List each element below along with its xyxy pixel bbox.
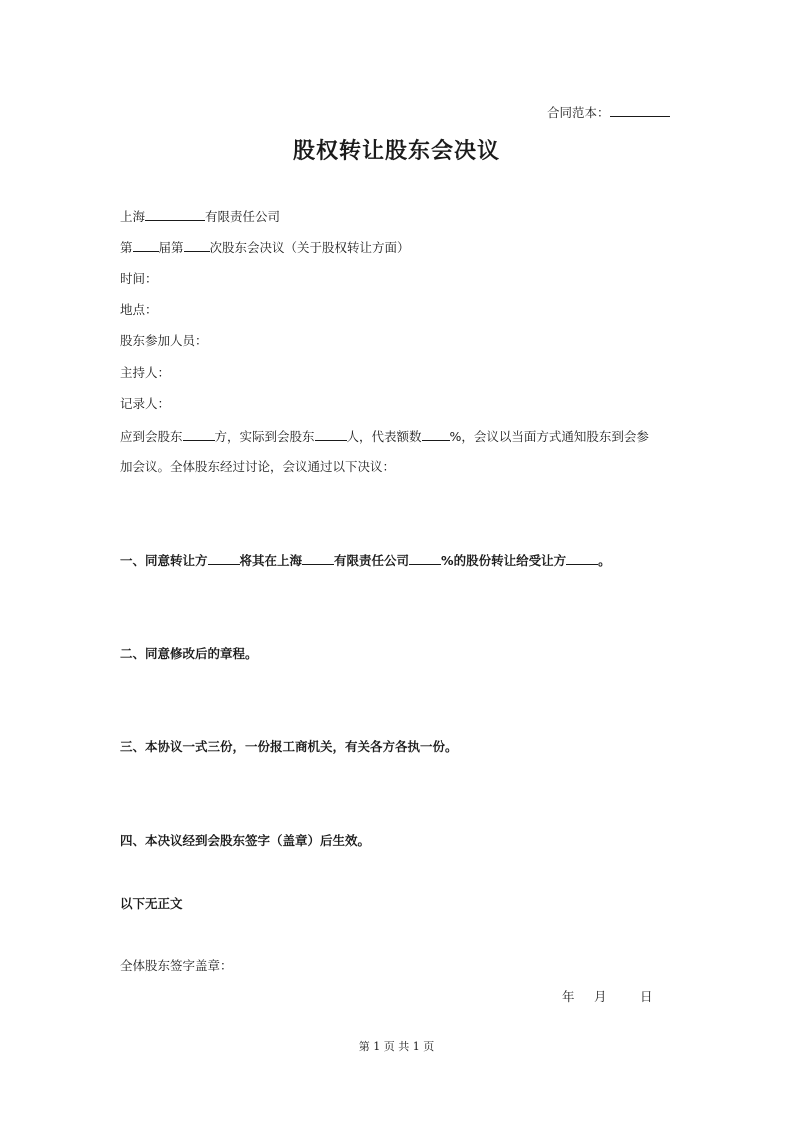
resolution-3: 三、本协议一式三份，一份报工商机关，有关各方各执一份。 [120, 739, 458, 754]
transferor-blank [208, 552, 240, 565]
company-name-blank [145, 208, 205, 221]
resolution-1-text-e: 。 [598, 553, 611, 568]
session-text-2: 届第 [158, 240, 184, 255]
company-suffix: 有限责任公司 [205, 209, 281, 224]
resolution-1-text-d: %的股份转让给受让方 [441, 553, 567, 568]
attendance-text-1: 应到会股东 [120, 429, 183, 444]
signature-day: 日 [640, 989, 653, 1004]
session-text-1: 第 [120, 240, 133, 255]
attendance-line-1 [120, 428, 649, 445]
time-label: 时间： [120, 271, 158, 286]
target-company-blank [302, 552, 334, 565]
resolution-2: 二、同意修改后的章程。 [120, 646, 258, 661]
company-prefix: 上海 [120, 209, 146, 224]
contract-sample-label [547, 104, 670, 121]
signature-month: 月 [594, 989, 607, 1004]
session-line [120, 239, 410, 256]
meeting-number-blank [184, 239, 210, 252]
contract-number-blank [610, 104, 670, 117]
session-text-3: 次股东会决议（关于股权转让方面） [209, 240, 410, 255]
page-footer: 第 1 页 共 1 页 [358, 1040, 435, 1053]
actual-shareholders-blank [315, 428, 347, 441]
resolution-1-text-b: 将其在上海 [239, 553, 303, 568]
attendance-text-2: 方，实际到会股东 [214, 429, 315, 444]
resolution-4: 四、本决议经到会股东签字（盖章）后生效。 [120, 833, 371, 848]
signature-label: 全体股东签字盖章： [120, 958, 233, 973]
session-number-blank [133, 239, 159, 252]
attendees-label: 股东参加人员： [120, 333, 208, 348]
share-percent-blank [422, 428, 450, 441]
attendance-line-2: 加会议。全体股东经过讨论，会议通过以下决议： [120, 459, 396, 474]
resolution-1-text-c: 有限责任公司 [334, 553, 410, 568]
resolution-1-text-a: 一、同意转让方 [120, 553, 208, 568]
document-title: 股权转让股东会决议 [292, 138, 500, 164]
resolution-1 [120, 552, 611, 569]
contract-sample-text: 合同范本： [547, 105, 610, 120]
signature-year: 年 [562, 989, 575, 1004]
host-label: 主持人： [120, 365, 171, 380]
company-line [120, 208, 280, 225]
recorder-label: 记录人： [120, 396, 171, 411]
attendance-text-3: 人，代表额数 [346, 429, 422, 444]
expected-shareholders-blank [183, 428, 215, 441]
transferee-blank [566, 552, 598, 565]
place-label: 地点： [120, 302, 158, 317]
transfer-percent-blank [409, 552, 441, 565]
end-note: 以下无正文 [120, 896, 183, 911]
attendance-text-4: %，会议以当面方式通知股东到会参 [449, 429, 649, 444]
